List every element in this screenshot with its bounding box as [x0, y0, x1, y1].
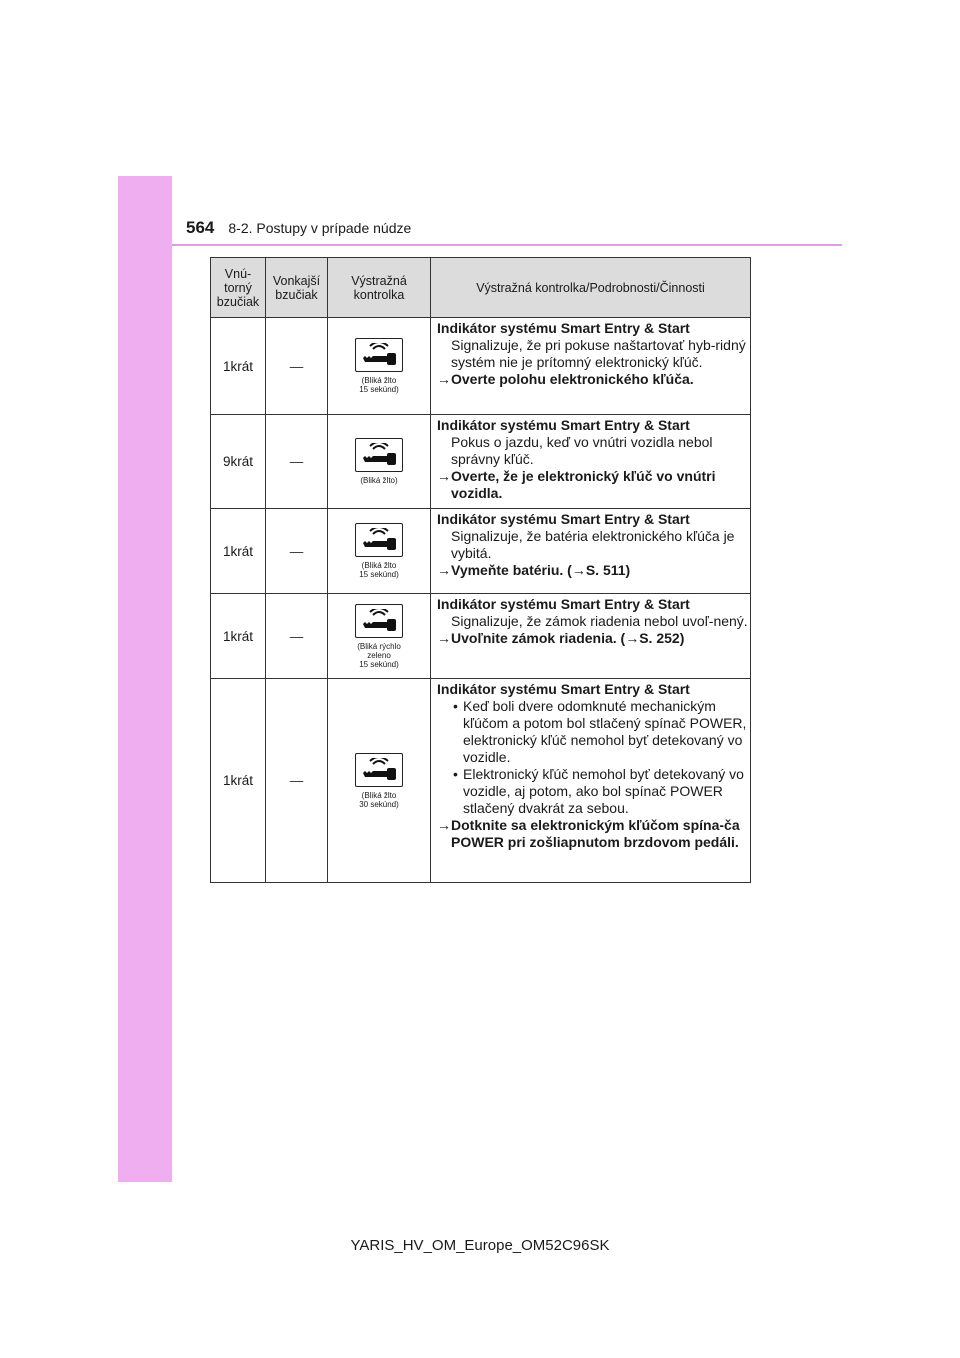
details-title: Indikátor systému Smart Entry & Start	[437, 511, 690, 527]
details-title: Indikátor systému Smart Entry & Start	[437, 596, 690, 612]
details-bullet	[437, 766, 748, 817]
external-buzzer-cell: —	[266, 679, 328, 883]
action-text: Dotknite sa elektronickým kľúčom spína-ča POWER pri zošliapnutom brzdovom pedáli.	[451, 817, 740, 850]
chapter-tab-band	[118, 176, 172, 1182]
details-action	[437, 371, 748, 388]
bullet-dot: •	[453, 766, 458, 782]
internal-buzzer-cell: 1krát	[211, 594, 266, 679]
table-header-row	[211, 258, 751, 318]
arrow-icon: →	[437, 371, 451, 387]
details-description: Signalizuje, že pri pokuse naštartovať hyb-ridný systém nie je prítomný elektronický kľúč.	[451, 337, 746, 370]
details-bullet	[437, 698, 748, 766]
action-text: Uvoľnite zámok riadenia. (→S. 252)	[451, 630, 685, 646]
warning-light-cell	[328, 415, 431, 509]
page-number: 564	[186, 218, 215, 237]
details-title: Indikátor systému Smart Entry & Start	[437, 417, 690, 433]
details-bullets	[437, 698, 748, 817]
header-rule	[172, 244, 842, 246]
details-cell	[431, 509, 751, 594]
details-description: Signalizuje, že batéria elektronického kľúča je vybitá.	[451, 528, 735, 561]
lamp-note: (Bliká žlto 15 sekúnd)	[359, 561, 399, 579]
details-cell	[431, 679, 751, 883]
arrow-icon: →	[437, 562, 451, 578]
details-title: Indikátor systému Smart Entry & Start	[437, 681, 690, 697]
details-action	[437, 630, 748, 647]
warning-table	[210, 257, 751, 883]
smart-key-indicator-icon	[355, 438, 403, 472]
internal-buzzer-cell: 9krát	[211, 415, 266, 509]
warning-light-cell	[328, 318, 431, 415]
details-title: Indikátor systému Smart Entry & Start	[437, 320, 690, 336]
col-header-internal-buzzer: Vnú- torný bzučiak	[211, 258, 266, 318]
external-buzzer-cell: —	[266, 415, 328, 509]
details-description: Pokus o jazdu, keď vo vnútri vozidla nebol správny kľúč.	[451, 434, 713, 467]
table-row	[211, 594, 751, 679]
document-code: YARIS_HV_OM_Europe_OM52C96SK	[350, 1237, 610, 1254]
details-action	[437, 468, 748, 502]
col-header-details: Výstražná kontrolka/Podrobnosti/Činnosti	[431, 258, 751, 318]
action-text: Vymeňte batériu. (→S. 511)	[451, 562, 631, 578]
bullet-text: Elektronický kľúč nemohol byť detekovaný vo vozidle, aj potom, ako bol spínač POWER stlačený dvakrát za sebou.	[463, 766, 744, 816]
lamp-note: (Bliká žlto)	[360, 476, 398, 485]
bullet-dot: •	[453, 698, 458, 714]
lamp-note: (Bliká žlto 30 sekúnd)	[359, 790, 399, 809]
details-cell	[431, 415, 751, 509]
lamp-note: (Bliká rýchlo zeleno 15 sekúnd)	[357, 641, 401, 669]
internal-buzzer-cell: 1krát	[211, 509, 266, 594]
action-text: Overte, že je elektronický kľúč vo vnútri vozidla.	[451, 468, 716, 501]
details-cell	[431, 594, 751, 679]
smart-key-indicator-icon	[355, 338, 403, 372]
external-buzzer-cell: —	[266, 509, 328, 594]
section-title: 8-2. Postupy v prípade núdze	[228, 220, 412, 236]
smart-key-indicator-icon	[355, 523, 403, 557]
warning-light-cell	[328, 594, 431, 679]
external-buzzer-cell: —	[266, 594, 328, 679]
details-action	[437, 562, 748, 579]
action-text: Overte polohu elektronického kľúča.	[451, 371, 694, 387]
details-description: Signalizuje, že zámok riadenia nebol uvoľ-nený.	[451, 613, 748, 629]
table-row	[211, 509, 751, 594]
arrow-icon: →	[437, 468, 451, 484]
internal-buzzer-cell: 1krát	[211, 679, 266, 883]
details-cell	[431, 318, 751, 415]
page-header	[186, 218, 411, 242]
arrow-icon: →	[437, 630, 451, 646]
col-header-external-buzzer: Vonkajší bzučiak	[266, 258, 328, 318]
details-action	[437, 817, 748, 851]
table-row	[211, 415, 751, 509]
external-buzzer-cell: —	[266, 318, 328, 415]
smart-key-indicator-icon	[355, 753, 403, 787]
arrow-icon: →	[437, 817, 451, 833]
lamp-note: (Bliká žlto 15 sekúnd)	[359, 376, 399, 394]
bullet-text: Keď boli dvere odomknuté mechanickým kľúčom a potom bol stlačený spínač POWER, elektronický kľúč nemohol byť detekovaný vo vozidle.	[463, 698, 747, 765]
warning-light-cell	[328, 679, 431, 883]
col-header-warning-light: Výstražná kontrolka	[328, 258, 431, 318]
smart-key-indicator-icon	[355, 604, 403, 638]
warning-light-cell	[328, 509, 431, 594]
internal-buzzer-cell: 1krát	[211, 318, 266, 415]
table-row	[211, 318, 751, 415]
table-row	[211, 679, 751, 883]
